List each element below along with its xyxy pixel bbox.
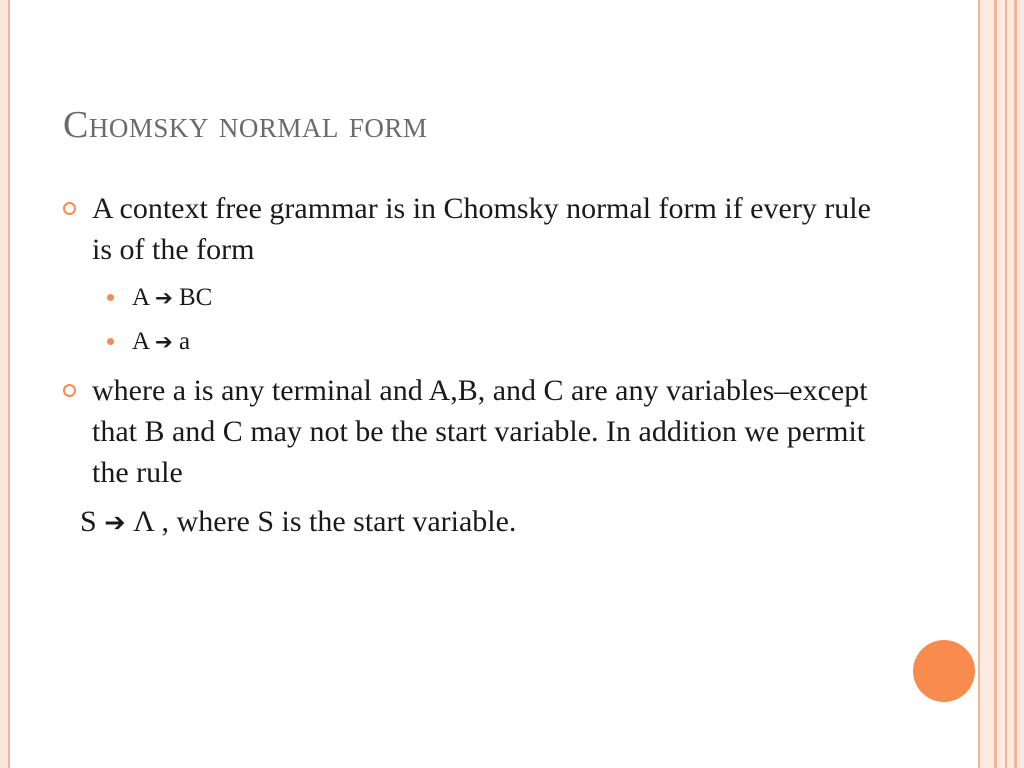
bullet-text: where a is any terminal and A,B, and C are any variables–except that B and C may not be the start variable. In addition we permit the rule [92,374,868,489]
rule-list [60,276,890,364]
hollow-circle-bullet-icon [63,202,76,215]
orange-circle-decoration [913,640,975,702]
hollow-circle-bullet-icon [63,384,76,397]
rule-right: BC [179,284,213,311]
slide-title: Chomsky normal form [63,104,428,146]
filled-dot-bullet-icon [107,338,114,345]
rule-item [60,276,890,320]
slide-content [60,188,890,544]
filled-dot-bullet-icon [107,294,114,301]
right-arrow-icon: ➔ [104,508,126,538]
rule-right: a [179,328,191,355]
rule-left: A [132,328,149,355]
right-stripes-decoration [978,0,1024,768]
bullet-definition [60,188,890,270]
rule-item [60,320,890,364]
rule-right: Λ , where S is the start variable. [133,505,517,538]
rule-left: A [132,284,149,311]
rule-left: S [80,505,97,538]
left-border-decoration [0,0,10,768]
right-arrow-icon: ➔ [154,286,173,311]
start-rule-line [60,501,890,544]
bullet-conditions [60,370,890,493]
bullet-text: A context free grammar is in Chomsky normal form if every rule is of the form [92,192,871,266]
right-arrow-icon: ➔ [154,330,173,355]
